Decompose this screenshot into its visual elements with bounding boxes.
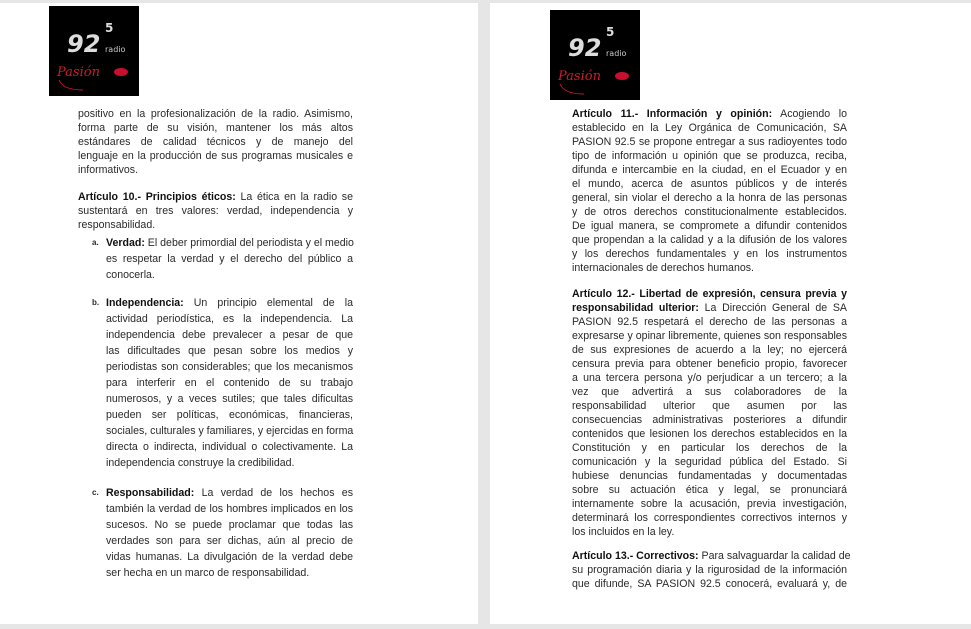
line-text: conocerla. (106, 269, 155, 281)
text-line (572, 399, 847, 413)
paragraph (572, 549, 851, 591)
text-line (572, 149, 847, 163)
line-text: PASION 92.5 se propone entregar a sus radioyentes todo (572, 136, 847, 148)
line-text: verdades son para ser dichas, aún al precio de (106, 535, 353, 547)
paragraph (78, 107, 353, 177)
line-text: lenguaje en la producción de sus programas musicales e (78, 150, 353, 162)
text-line (572, 191, 847, 205)
line-text: de sus expresiones de acuerdo a la ley; no ejercerá (572, 344, 847, 356)
line-text: a una tercera persona y/o perjudicar a un tercero; a la (572, 372, 847, 384)
bold-heading: Responsabilidad: (106, 487, 195, 499)
svg-text:radio: radio (105, 45, 126, 54)
line-text: sobre su actuación ética y legal, se pronunciará (572, 484, 847, 496)
list-marker: b. (92, 298, 100, 307)
line-text: consecuencias administrativas posteriores a difundir (572, 414, 847, 426)
line-text: también la verdad de los hombres implicados en los (106, 503, 353, 515)
line-text: los incluidos en la ley. (572, 526, 675, 538)
line-text: periodistas son considerables; que los mecanismos (106, 361, 353, 373)
text-line (106, 359, 353, 375)
text-line (572, 315, 847, 329)
text-line (572, 563, 847, 577)
line-text: Un principio elemental de la (183, 297, 353, 309)
line-text: determinará los correspondientes correctivos internos y (572, 512, 847, 524)
text-line (572, 441, 847, 455)
line-text: el mundo, acerca de asuntos públicos y de interés (572, 178, 847, 190)
line-text: vidas humanas. La divulgación de la verdad debe (106, 551, 353, 563)
line-text: sociales, culturales y familiares, y ejercidas en forma (106, 425, 354, 437)
pasion-radio-logo (550, 10, 640, 100)
text-line (106, 267, 353, 283)
text-line (106, 311, 353, 327)
svg-text:5: 5 (105, 21, 114, 35)
text-line (572, 511, 847, 525)
text-line (572, 549, 851, 563)
line-text: internacionales de derechos humanos. (572, 262, 754, 274)
text-line (572, 371, 847, 385)
line-text: La ética en la radio se (235, 191, 353, 203)
svg-text:radio: radio (606, 49, 627, 58)
text-line (106, 549, 353, 565)
line-text: Acogiendo lo (772, 108, 847, 120)
line-text: ser hecha en un marco de responsabilidad. (106, 567, 310, 579)
list-item (92, 235, 354, 283)
text-line (572, 427, 847, 441)
line-text: vez que advertirá a sus colaboradores de la (572, 386, 847, 398)
line-text: es respetar la verdad y el derecho del público a (106, 253, 353, 265)
line-text: comunicación y la seguridad pública del Estado. Si (572, 456, 847, 468)
text-line (572, 247, 847, 261)
svg-text:5: 5 (606, 25, 615, 39)
text-line (572, 483, 847, 497)
line-text: directa o indirecta, individual o colectivamente. La (106, 441, 353, 453)
text-line (78, 204, 353, 218)
bold-heading: Artículo 13.- Correctivos: (572, 550, 699, 562)
text-line (106, 391, 353, 407)
line-text: establecido en la Ley Orgánica de Comunicación, SA (572, 122, 847, 134)
line-text: y de otros derechos constitucionalmente establecidos. (572, 206, 847, 218)
line-text: forma parte de su visión, mantener los más altos (78, 122, 353, 134)
text-line (78, 218, 353, 232)
text-line (572, 469, 847, 483)
line-text: su programación diaria y la rigurosidad de la información (572, 564, 847, 576)
line-text: las dificultades que pesan sobre los medios y (106, 345, 353, 357)
text-line (106, 295, 353, 311)
paragraph (572, 107, 847, 275)
text-line (106, 501, 353, 517)
text-line (106, 485, 353, 501)
text-line (572, 135, 847, 149)
text-line (572, 261, 847, 275)
document-page-2 (490, 3, 971, 624)
line-text: estándares de calidad técnicos y de manejo del (78, 136, 353, 148)
bold-heading: responsabilidad ulterior: (572, 302, 699, 314)
text-line (572, 577, 847, 591)
line-text: informativos. (78, 164, 139, 176)
text-line (106, 517, 353, 533)
line-text: responsabilidad. (78, 219, 156, 231)
text-line (572, 121, 847, 135)
text-line (572, 329, 847, 343)
text-line (572, 233, 847, 247)
line-text: tipo de información u opinión que se produzca, reciba, (572, 150, 847, 162)
line-text: expresarse y opinar libremente, quienes son responsables (572, 330, 847, 342)
text-line (106, 565, 353, 581)
text-line (78, 190, 353, 204)
line-text: numerosos, y a veces sutiles; que tales dificultas (106, 393, 353, 405)
line-text: PASION 92.5 respetará el derecho de las personas a (572, 316, 847, 328)
line-text: actividad periodística, es la independencia. La (106, 313, 353, 325)
line-text: Constitución y en particular los derechos de la (572, 442, 847, 454)
text-line (106, 455, 353, 471)
document-page-1 (0, 3, 478, 624)
line-text: pueden ser políticas, económicas, financieras, (106, 409, 353, 421)
line-text: que propendan a la calidad y a la difusión de los valores (572, 234, 847, 246)
svg-text:Pasión: Pasión (558, 69, 601, 84)
list-item (92, 485, 353, 581)
line-text: La verdad de los hechos es (194, 487, 353, 499)
text-line (572, 385, 847, 399)
line-text: independencia debe prevalecer a pesar de que (106, 329, 353, 341)
text-line (106, 343, 353, 359)
line-text: general, sin violar el derecho a la honra de las personas (572, 192, 847, 204)
line-text: contenidos que lesionen los derechos establecidos en la (572, 428, 847, 440)
line-text: censura previa para obtener beneficio propio, favorecer (572, 358, 847, 370)
text-line (572, 525, 847, 539)
list-marker: c. (92, 488, 99, 497)
bold-heading: Independencia: (106, 297, 184, 309)
line-text: Para salvaguardar la calidad de (698, 550, 851, 562)
text-line (572, 343, 847, 357)
text-line (78, 121, 353, 135)
text-line (572, 205, 847, 219)
list-item (92, 295, 354, 471)
line-text: La Dirección General de SA (698, 302, 848, 314)
bold-heading: Artículo 11.- Información y opinión: (572, 108, 773, 120)
paragraph (78, 190, 353, 232)
text-line (78, 107, 353, 121)
line-text: sustentará en tres valores: verdad, independencia y (78, 205, 353, 217)
text-line (572, 219, 847, 233)
line-text: El deber primordial del periodista y el medio (144, 237, 354, 249)
bold-heading: Artículo 10.- Principios éticos: (78, 191, 236, 203)
list-marker: a. (92, 238, 99, 247)
line-text: De igual manera, se compromete a difundir contenidos (572, 220, 847, 232)
text-line (106, 423, 353, 439)
line-text: difunda e intercambie en la ciudad, en el Ecuador y en (572, 164, 847, 176)
text-line (572, 287, 847, 301)
paragraph (572, 287, 847, 539)
line-text: independencia construye la credibilidad. (106, 457, 295, 469)
text-line (106, 375, 353, 391)
text-line (572, 497, 847, 511)
line-text: hubiese denuncias fundamentadas y documentadas (572, 470, 847, 482)
text-line (572, 455, 847, 469)
text-line (572, 301, 847, 315)
svg-text:92: 92 (67, 30, 101, 58)
text-line (572, 107, 847, 121)
text-line (106, 533, 353, 549)
line-text: y los derechos fundamentales y en los instrumentos (572, 248, 847, 260)
text-line (106, 235, 353, 251)
text-line (106, 327, 353, 343)
text-line (106, 251, 353, 267)
bold-heading: Artículo 12.- Libertad de expresión, censura previa y (572, 288, 847, 300)
line-text: positivo en la profesionalización de la radio. Asimismo, (78, 108, 353, 120)
line-text: que difunde, SA PASION 92.5 conocerá, evaluará y, de (572, 578, 847, 590)
text-line (106, 407, 353, 423)
line-text: para interferir en el contenido de su trabajo (106, 377, 353, 389)
text-line (106, 439, 353, 455)
line-text: responsabilidad ulterior que asumen por las (572, 400, 847, 412)
bold-heading: Verdad: (106, 237, 145, 249)
svg-text:Pasión: Pasión (57, 65, 100, 80)
svg-text:92: 92 (568, 34, 602, 62)
text-line (78, 163, 353, 177)
line-text: internamente sobre la acusación, previa investigación, (572, 498, 847, 510)
text-line (572, 163, 847, 177)
text-line (572, 177, 847, 191)
line-text: sucesos. No se puede proclamar que todas las (106, 519, 353, 531)
text-line (78, 135, 353, 149)
pasion-radio-logo (49, 6, 139, 96)
text-line (572, 357, 847, 371)
text-line (572, 413, 847, 427)
text-line (78, 149, 353, 163)
